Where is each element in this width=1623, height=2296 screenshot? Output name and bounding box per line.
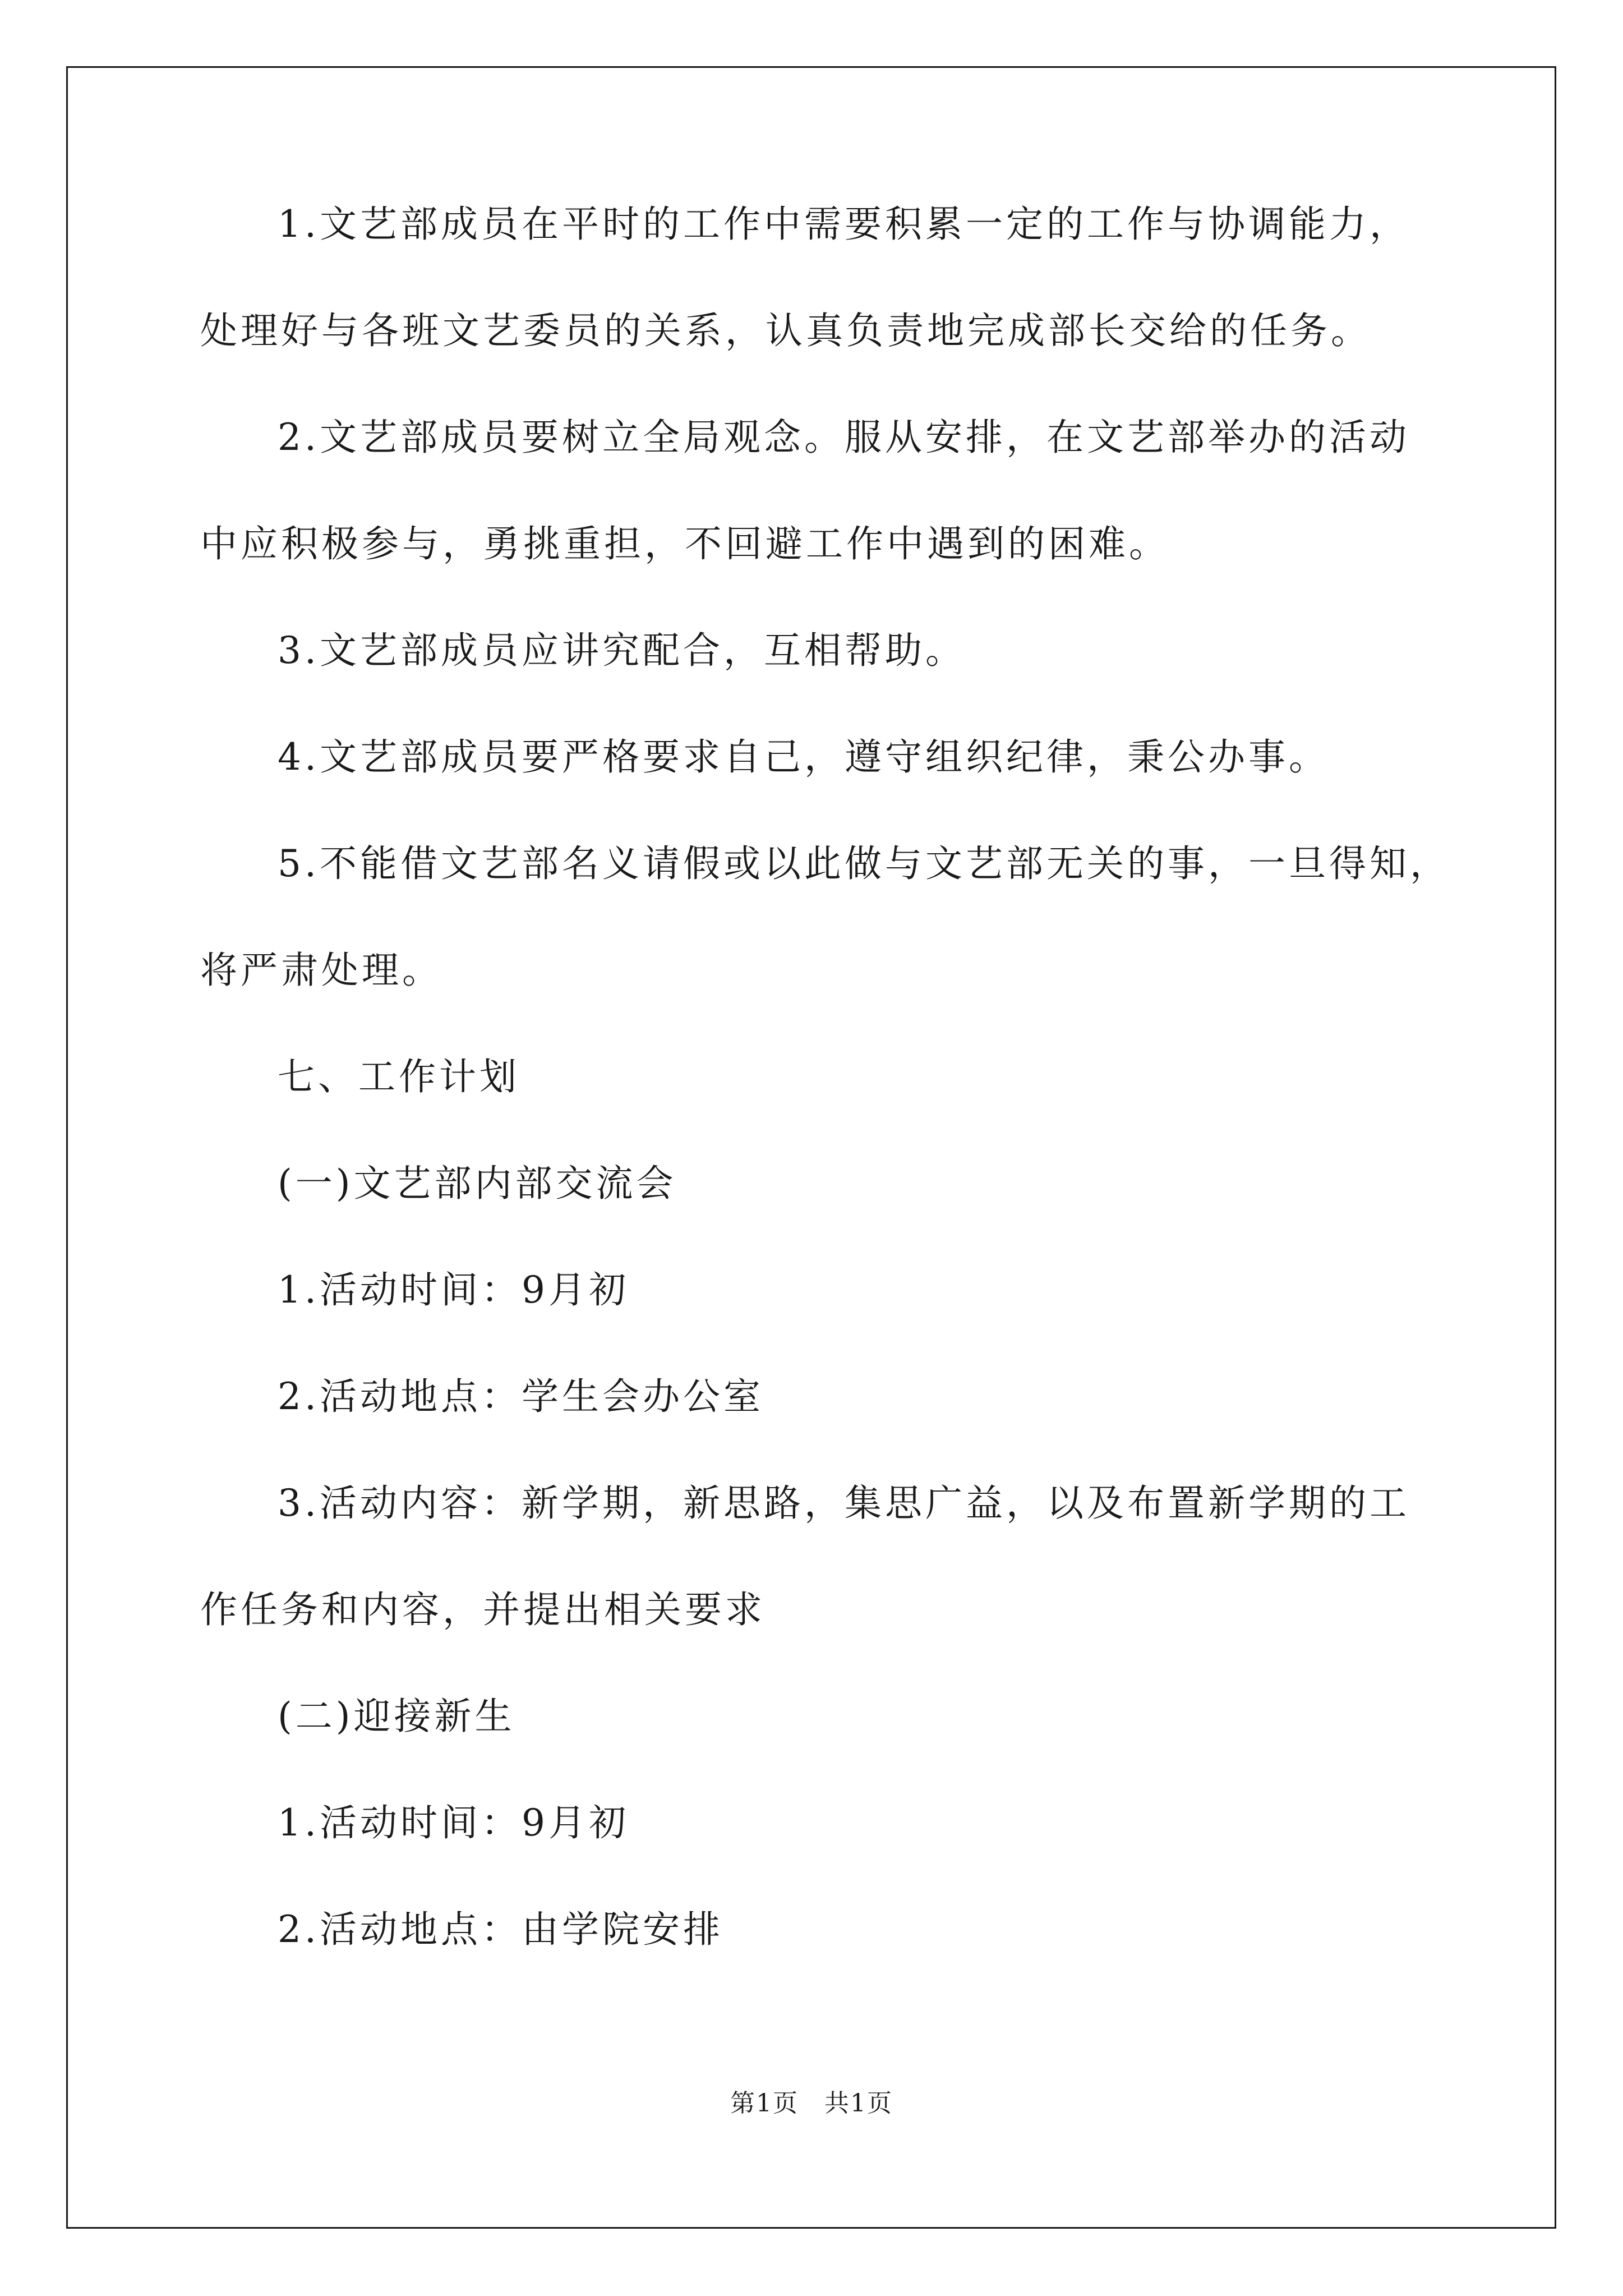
- paragraph-line: 2.活动地点：学生会办公室: [278, 1375, 764, 1418]
- paragraph-line: 5.不能借文艺部名义请假或以此做与文艺部无关的事，一旦得知，: [278, 842, 1450, 885]
- paragraph-line: 2.活动地点：由学院安排: [278, 1908, 723, 1951]
- paragraph-line: 1.活动时间：9月初: [278, 1268, 629, 1312]
- subsection-heading: (二)迎接新生: [278, 1695, 515, 1738]
- paragraph-line: 3.文艺部成员应讲究配合，互相帮助。: [278, 629, 966, 672]
- subsection-heading: (一)文艺部内部交流会: [278, 1162, 677, 1205]
- section-heading: 七、工作计划: [278, 1055, 520, 1098]
- paragraph-line: 将严肃处理。: [200, 949, 442, 992]
- page-footer: 第1页 共1页: [730, 2089, 893, 2118]
- paragraph-line: 作任务和内容，并提出相关要求: [200, 1588, 766, 1631]
- paragraph-line: 处理好与各班文艺委员的关系，认真负责地完成部长交给的任务。: [200, 309, 1371, 352]
- paragraph-line: 4.文艺部成员要严格要求自己，遵守组织纪律，秉公办事。: [278, 735, 1329, 779]
- page-frame: [66, 66, 1556, 2229]
- paragraph-line: 3.活动内容：新学期，新思路，集思广益，以及布置新学期的工: [278, 1481, 1410, 1525]
- paragraph-line: 中应积极参与，勇挑重担，不回避工作中遇到的困难。: [200, 522, 1169, 565]
- paragraph-line: 2.文艺部成员要树立全局观念。服从安排，在文艺部举办的活动: [278, 416, 1410, 459]
- paragraph-line: 1.活动时间：9月初: [278, 1801, 629, 1844]
- paragraph-line: 1.文艺部成员在平时的工作中需要积累一定的工作与协调能力，: [278, 203, 1410, 246]
